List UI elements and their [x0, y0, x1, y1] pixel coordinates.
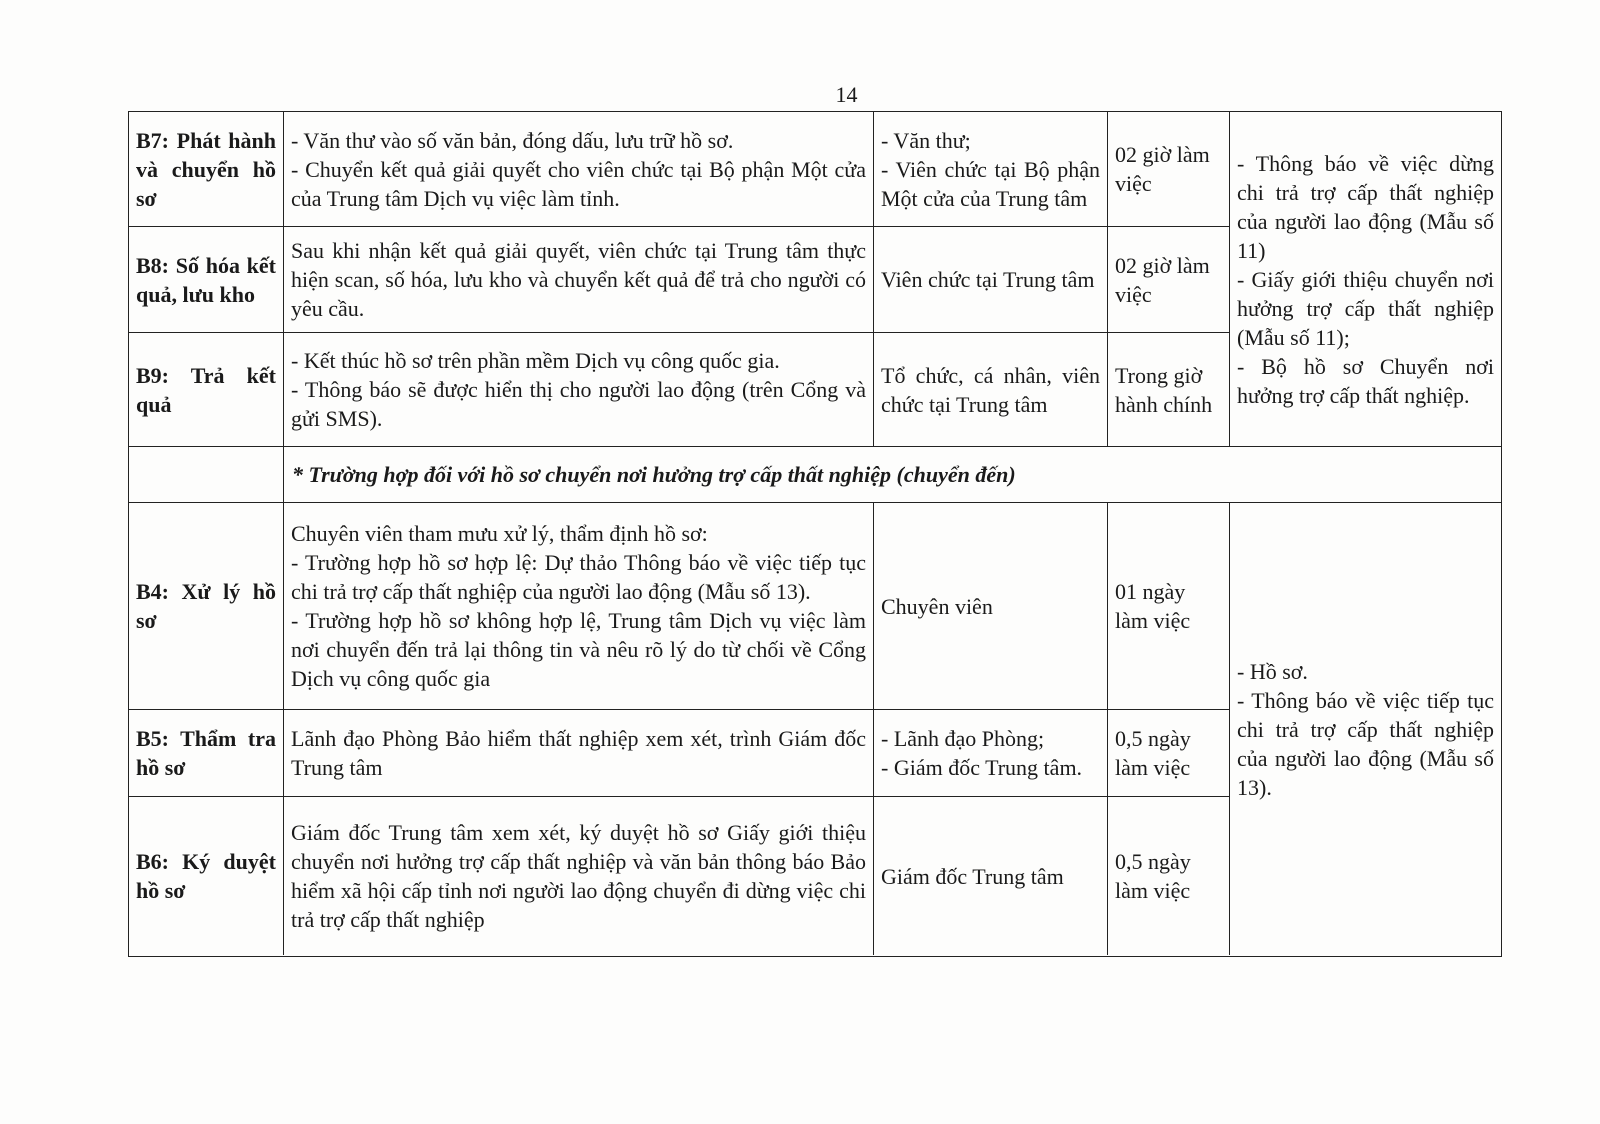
responsible-b9: Tổ chức, cá nhân, viên chức tại Trung tâm: [874, 333, 1108, 447]
page-number: 14: [835, 82, 858, 107]
content-b4: Chuyên viên tham mưu xử lý, thẩm định hồ sơ: - Trường hợp hồ sơ hợp lệ: Dự thảo Thông báo về việc tiếp tục chi trả trợ cấp thất nghiệp của người lao động (Mẫu số 13). - Trường hợp hồ sơ không hợp lệ, Trung tâm Dịch vụ việc làm nơi chuyển đến trả lại thông tin và nêu rõ lý do từ chối về Cổng Dịch vụ công quốc gia: [284, 503, 874, 710]
responsible-b4: Chuyên viên: [874, 503, 1108, 710]
step-b4: B4: Xử lý hồ sơ: [129, 503, 284, 710]
content-b6: Giám đốc Trung tâm xem xét, ký duyệt hồ sơ Giấy giới thiệu chuyển nơi hưởng trợ cấp thất nghiệp và văn bản thông báo Bảo hiểm xã hội cấp tỉnh nơi người lao động chuyển đi dừng việc chi trả trợ cấp thất nghiệp: [284, 797, 874, 955]
procedure-table: [128, 111, 1502, 957]
responsible-b7: - Văn thư; - Viên chức tại Bộ phận Một cửa của Trung tâm: [874, 112, 1108, 227]
content-b7: - Văn thư vào số văn bản, đóng dấu, lưu trữ hồ sơ. - Chuyển kết quả giải quyết cho viên chức tại Bộ phận Một cửa của Trung tâm Dịch vụ việc làm tỉnh.: [284, 112, 874, 227]
section-heading: * Trường hợp đối với hồ sơ chuyển nơi hưởng trợ cấp thất nghiệp (chuyển đến): [284, 447, 1501, 503]
step-b5: B5: Thẩm tra hồ sơ: [129, 710, 284, 797]
content-b9: - Kết thúc hồ sơ trên phần mềm Dịch vụ công quốc gia. - Thông báo sẽ được hiển thị cho người lao động (trên Cổng và gửi SMS).: [284, 333, 874, 447]
responsible-b6: Giám đốc Trung tâm: [874, 797, 1108, 955]
content-b5: Lãnh đạo Phòng Bảo hiểm thất nghiệp xem xét, trình Giám đốc Trung tâm: [284, 710, 874, 797]
time-b5: 0,5 ngày làm việc: [1108, 710, 1230, 797]
time-b7: 02 giờ làm việc: [1108, 112, 1230, 227]
step-b6: B6: Ký duyệt hồ sơ: [129, 797, 284, 955]
step-b7: B7: Phát hành và chuyển hồ sơ: [129, 112, 284, 227]
step-b9: B9: Trả kết quả: [129, 333, 284, 447]
content-b8: Sau khi nhận kết quả giải quyết, viên chức tại Trung tâm thực hiện scan, số hóa, lưu kho và chuyển kết quả để trả cho người có yêu cầu.: [284, 227, 874, 333]
time-b6: 0,5 ngày làm việc: [1108, 797, 1230, 955]
results-bottom: - Hồ sơ. - Thông báo về việc tiếp tục chi trả trợ cấp thất nghiệp của người lao động (Mẫu số 13).: [1237, 658, 1494, 800]
responsible-b8: Viên chức tại Trung tâm: [874, 227, 1108, 333]
section-blank-cell: [129, 447, 284, 503]
step-b8: B8: Số hóa kết quả, lưu kho: [129, 227, 284, 333]
time-b4: 01 ngày làm việc: [1108, 503, 1230, 710]
responsible-b5: - Lãnh đạo Phòng; - Giám đốc Trung tâm.: [874, 710, 1108, 797]
results-top: - Thông báo về việc dừng chi trả trợ cấp thất nghiệp của người lao động (Mẫu số 11) - Giấy giới thiệu chuyển nơi hưởng trợ cấp thất nghiệp (Mẫu số 11); - Bộ hồ sơ Chuyển nơi hưởng trợ cấp thất nghiệp.: [1230, 112, 1501, 447]
time-b9: Trong giờ hành chính: [1108, 333, 1230, 447]
time-b8: 02 giờ làm việc: [1108, 227, 1230, 333]
